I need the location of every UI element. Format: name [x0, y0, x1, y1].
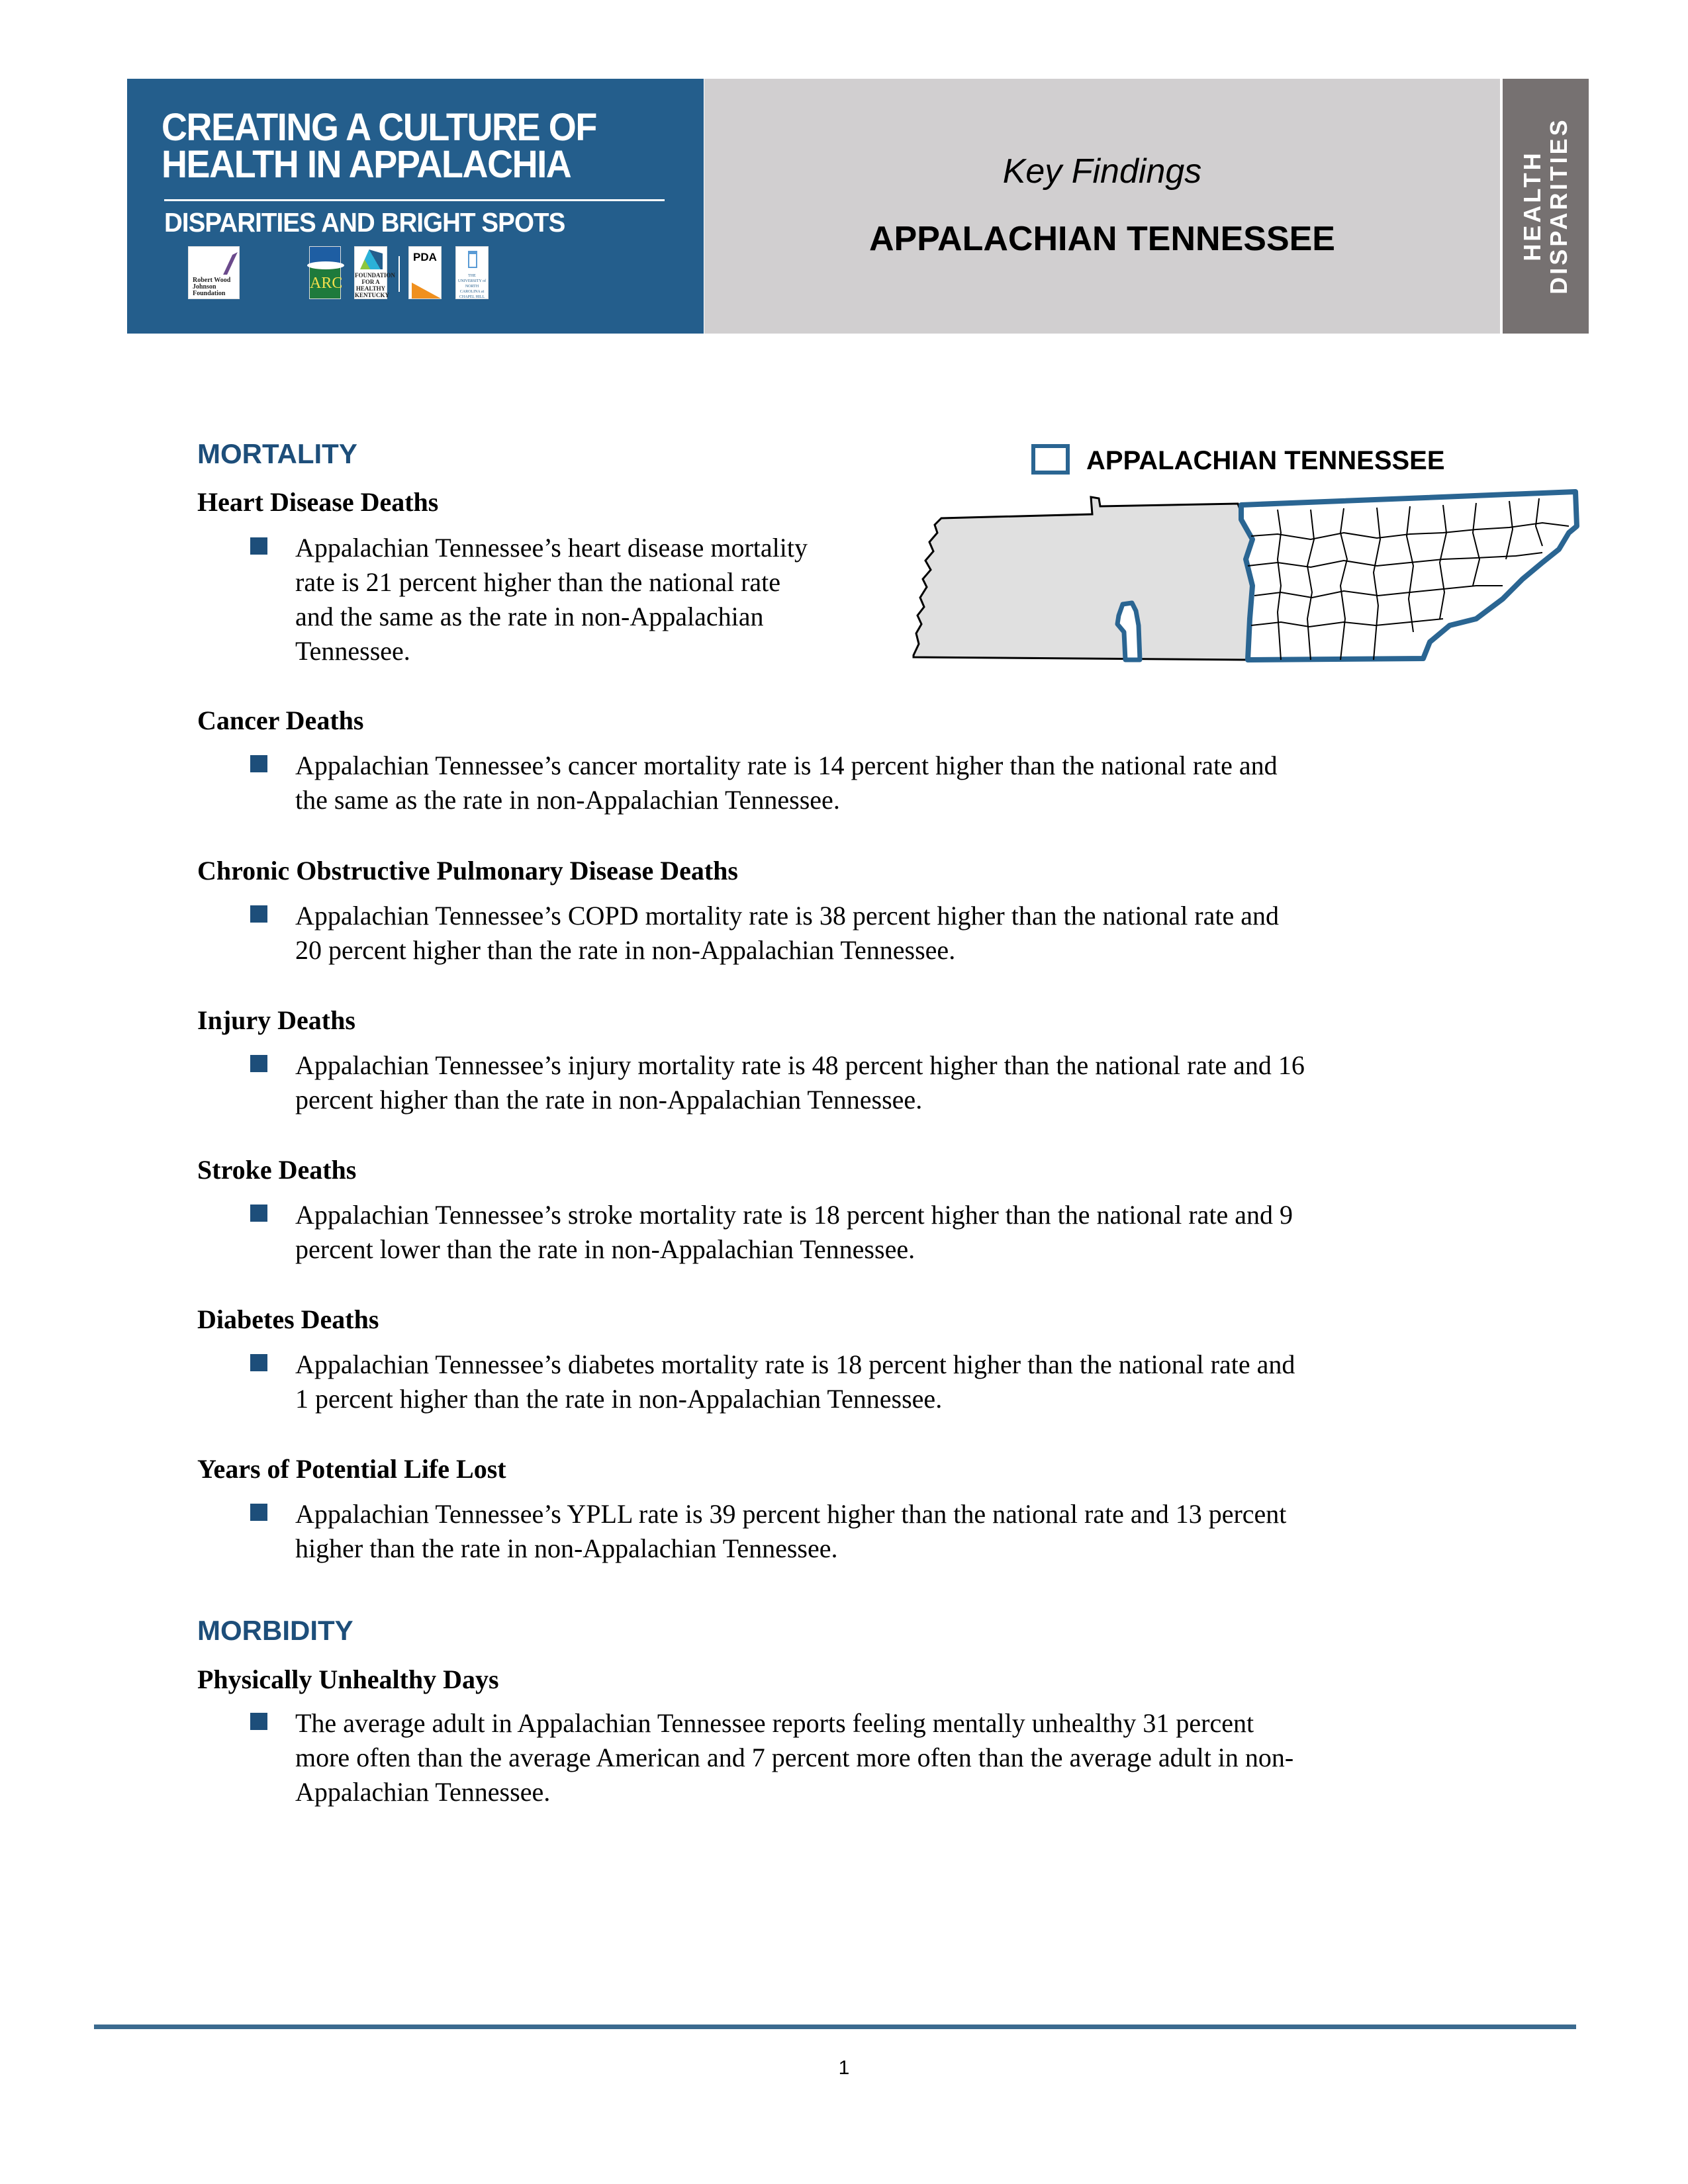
text-line: Tennessee.	[295, 636, 410, 666]
subheading-physically-unhealthy-days: Physically Unhealthy Days	[197, 1664, 499, 1694]
footer-rule	[94, 2025, 1576, 2029]
unhealthy-days-text	[295, 1706, 1293, 1809]
subheading-heart-disease: Heart Disease Deaths	[197, 487, 439, 517]
diabetes-text	[295, 1347, 1295, 1416]
page-number: 1	[838, 2057, 850, 2079]
text-line: Appalachian Tennessee.	[295, 1777, 551, 1807]
banner-subtitle: DISPARITIES AND BRIGHT SPOTS	[164, 207, 565, 238]
pda-logo-text: PDA	[413, 251, 437, 263]
text-line: The average adult in Appalachian Tennessee reports feeling mentally unhealthy 31 percent	[295, 1708, 1254, 1738]
wing-icon	[206, 252, 238, 275]
square-bullet-icon	[250, 1055, 267, 1072]
subheading-stroke: Stroke Deaths	[197, 1155, 357, 1185]
copd-text	[295, 899, 1279, 968]
ypll-text	[295, 1497, 1286, 1566]
arc-wave-icon	[307, 261, 344, 269]
rwjf-logo	[188, 246, 240, 299]
section-heading-morbidity: MORBIDITY	[197, 1615, 353, 1646]
banner-title-line1: CREATING A CULTURE OF	[162, 106, 596, 149]
side-tab-line2: DISPARITIES	[1545, 117, 1572, 295]
square-bullet-icon	[250, 755, 267, 772]
text-line: higher than the rate in non-Appalachian Tennessee.	[295, 1533, 838, 1563]
square-bullet-icon	[250, 1205, 267, 1222]
rwjf-logo-text: Robert Wood Johnson Foundation	[193, 277, 231, 297]
text-line: 20 percent higher than the rate in non-Appalachian Tennessee.	[295, 935, 956, 965]
map-legend-label: APPALACHIAN TENNESSEE	[1086, 446, 1445, 475]
square-bullet-icon	[250, 1713, 267, 1730]
text-line: rate is 21 percent higher than the national rate	[295, 567, 781, 597]
unc-logo	[455, 246, 489, 299]
key-findings-label: Key Findings	[1002, 152, 1202, 191]
fhk-logo-text: FOUNDATION FOR A HEALTHY KENTUCKY	[355, 272, 395, 298]
side-tab-line1: HEALTH	[1519, 150, 1546, 261]
unc-logo-text: THE UNIVERSITY of NORTH CAROLINA at CHAPEL HILL	[457, 274, 487, 299]
square-bullet-icon	[250, 1354, 267, 1371]
arc-logo	[309, 246, 341, 299]
text-line: Appalachian Tennessee’s heart disease mortality	[295, 533, 808, 563]
banner-title-line2: HEALTH IN APPALACHIA	[162, 143, 571, 186]
text-line: Appalachian Tennessee’s cancer mortality rate is 14 percent higher than the national rate and	[295, 751, 1278, 780]
stroke-text	[295, 1198, 1293, 1267]
subheading-ypll: Years of Potential Life Lost	[197, 1454, 506, 1484]
side-tab	[1503, 79, 1589, 334]
old-well-icon	[468, 251, 477, 268]
text-line: percent higher than the rate in non-Appalachian Tennessee.	[295, 1085, 923, 1115]
arc-logo-text: ARC	[310, 275, 343, 292]
subheading-cancer: Cancer Deaths	[197, 705, 364, 735]
subheading-diabetes: Diabetes Deaths	[197, 1304, 379, 1334]
text-line: Appalachian Tennessee’s stroke mortality rate is 18 percent higher than the national rate and 9	[295, 1200, 1293, 1230]
subheading-injury: Injury Deaths	[197, 1005, 355, 1035]
fhk-logo	[354, 246, 395, 299]
title-panel	[704, 79, 1500, 334]
tennessee-map	[907, 486, 1582, 665]
banner-rule	[164, 199, 665, 201]
non-appalachian-region	[914, 497, 1258, 660]
square-bullet-icon	[250, 905, 267, 923]
region-title: APPALACHIAN TENNESSEE	[868, 220, 1335, 258]
legend-swatch-icon	[1031, 444, 1070, 475]
subheading-copd: Chronic Obstructive Pulmonary Disease Deaths	[197, 856, 738, 886]
section-heading-mortality: MORTALITY	[197, 438, 357, 469]
text-line: the same as the rate in non-Appalachian Tennessee.	[295, 785, 840, 815]
pda-logo	[408, 246, 442, 299]
text-line: Appalachian Tennessee’s injury mortality rate is 48 percent higher than the national rate and 16	[295, 1050, 1305, 1080]
square-bullet-icon	[250, 537, 267, 555]
fan-icon	[360, 250, 383, 269]
triangle-icon	[412, 283, 441, 298]
banner-title	[162, 106, 641, 186]
injury-text	[295, 1048, 1305, 1117]
text-line: and the same as the rate in non-Appalachian	[295, 602, 764, 631]
logo-divider	[399, 256, 400, 292]
text-line: Appalachian Tennessee’s YPLL rate is 39 percent higher than the national rate and 13 percent	[295, 1499, 1287, 1529]
text-line: percent lower than the rate in non-Appalachian Tennessee.	[295, 1234, 915, 1264]
heart-disease-text	[295, 531, 808, 668]
text-line: Appalachian Tennessee’s diabetes mortality rate is 18 percent higher than the national rate and	[295, 1349, 1295, 1379]
header-banner	[127, 79, 704, 334]
side-tab-text	[1519, 117, 1572, 294]
text-line: Appalachian Tennessee’s COPD mortality rate is 38 percent higher than the national rate and	[295, 901, 1279, 931]
square-bullet-icon	[250, 1504, 267, 1521]
cancer-text	[295, 749, 1278, 817]
text-line: 1 percent higher than the rate in non-Appalachian Tennessee.	[295, 1384, 943, 1414]
text-line: more often than the average American and 7 percent more often than the average adult in non-	[295, 1743, 1294, 1772]
